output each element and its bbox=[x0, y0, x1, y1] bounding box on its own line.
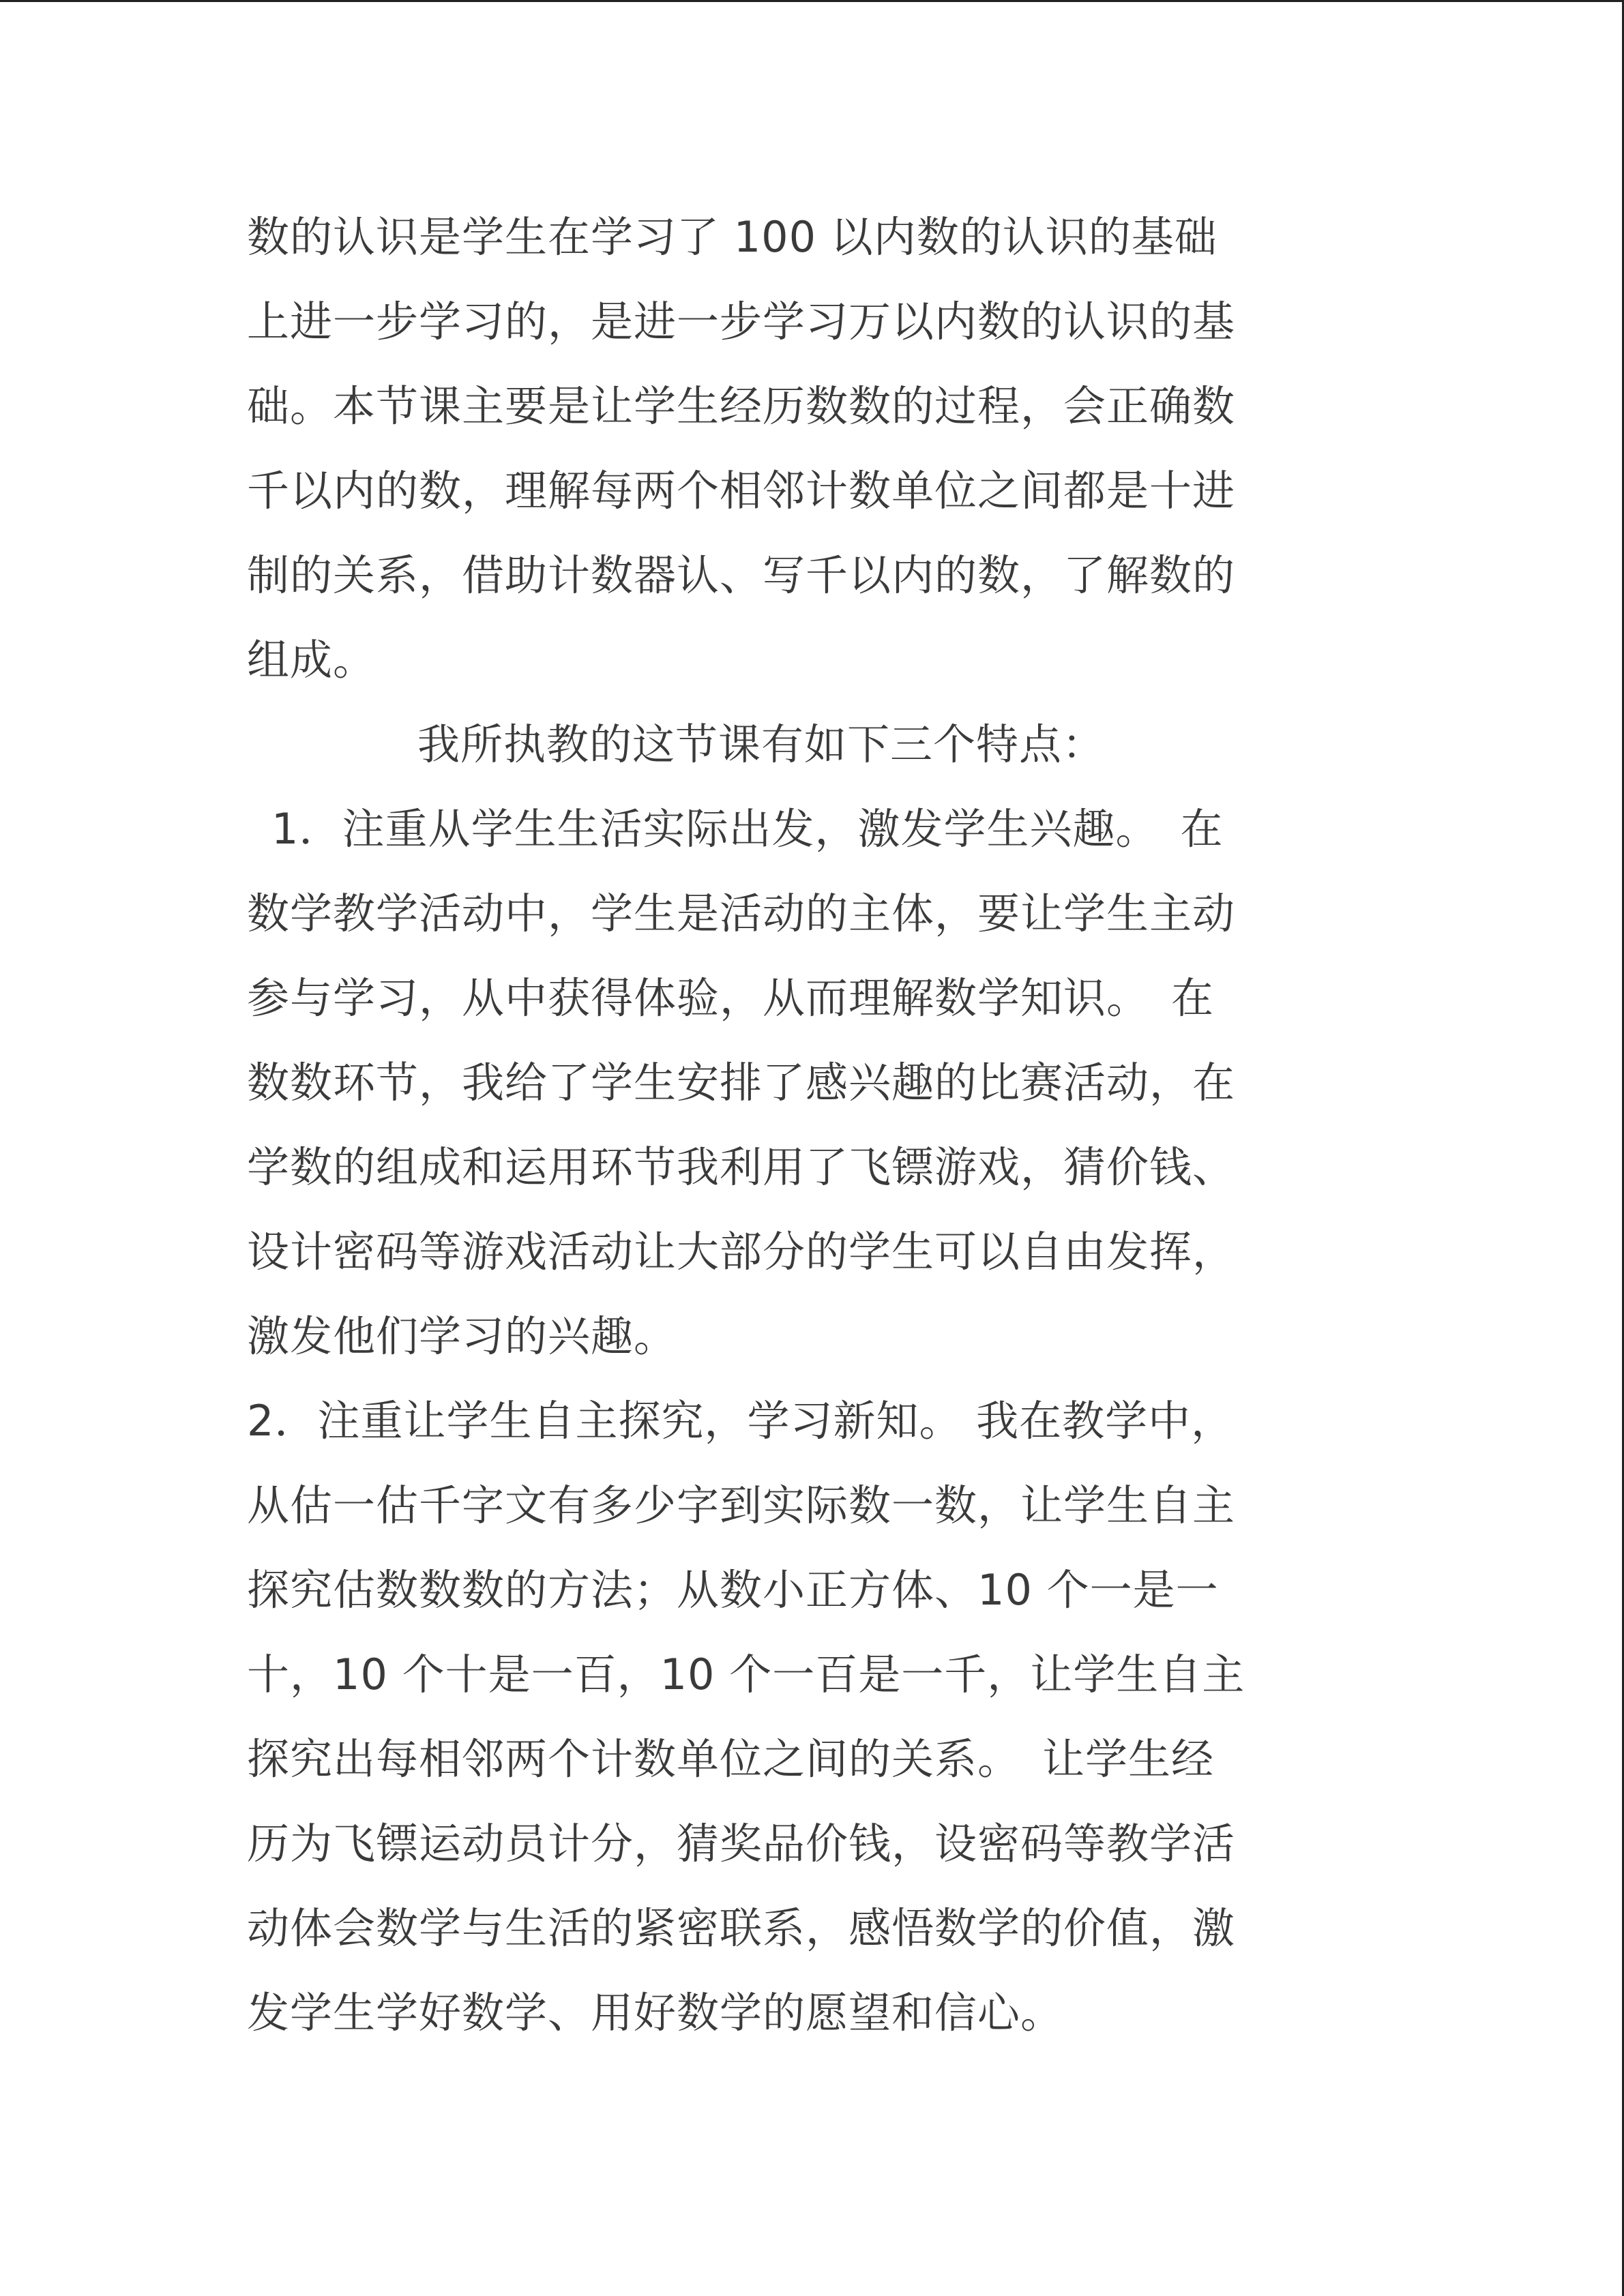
text-line: 十，10 个十是一百，10 个一百是一千，让学生自主 bbox=[247, 1650, 1245, 1699]
text-line: 历为飞镖运动员计分，猜奖品价钱，设密码等教学活 bbox=[247, 1819, 1236, 1868]
text-line: 组成。 bbox=[247, 635, 377, 685]
text-line: 数的认识是学生在学习了 100 以内数的认识的基础 bbox=[247, 212, 1217, 262]
text-line: 探究出每相邻两个计数单位之间的关系。 让学生经 bbox=[247, 1734, 1215, 1784]
text-line: 数学教学活动中，学生是活动的主体，要让学生主动 bbox=[247, 889, 1236, 938]
text-line: 上进一步学习的，是进一步学习万以内数的认识的基 bbox=[247, 297, 1236, 346]
text-line: 激发他们学习的兴趣。 bbox=[247, 1311, 677, 1361]
text-line: 探究估数数数的方法；从数小正方体、10 个一是一 bbox=[247, 1565, 1219, 1615]
list-item-2-start: 2．注重让学生自主探究，学习新知。 我在教学中， bbox=[247, 1396, 1235, 1446]
text-line: 础。本节课主要是让学生经历数数的过程，会正确数 bbox=[247, 381, 1236, 431]
text-line: 从估一估千字文有多少字到实际数一数，让学生自主 bbox=[247, 1480, 1236, 1530]
text-line: 千以内的数，理解每两个相邻计数单位之间都是十进 bbox=[247, 466, 1236, 516]
list-item-1-start: 1．注重从学生生活实际出发，激发学生兴趣。 在 bbox=[271, 804, 1224, 854]
text-line: 设计密码等游戏活动让大部分的学生可以自由发挥， bbox=[247, 1227, 1236, 1277]
text-line: 发学生学好数学、用好数学的愿望和信心。 bbox=[247, 1988, 1064, 2038]
text-line: 制的关系，借助计数器认、写千以内的数，了解数的 bbox=[247, 550, 1236, 600]
text-line: 学数的组成和运用环节我利用了飞镖游戏，猜价钱、 bbox=[247, 1142, 1236, 1192]
text-line: 参与学习，从中获得体验，从而理解数学知识。 在 bbox=[247, 973, 1215, 1023]
section-heading: 我所执教的这节课有如下三个特点： bbox=[417, 719, 1106, 769]
text-line: 动体会数学与生活的紧密联系，感悟数学的价值，激 bbox=[247, 1903, 1236, 1953]
text-line: 数数环节，我给了学生安排了感兴趣的比赛活动，在 bbox=[247, 1058, 1236, 1107]
